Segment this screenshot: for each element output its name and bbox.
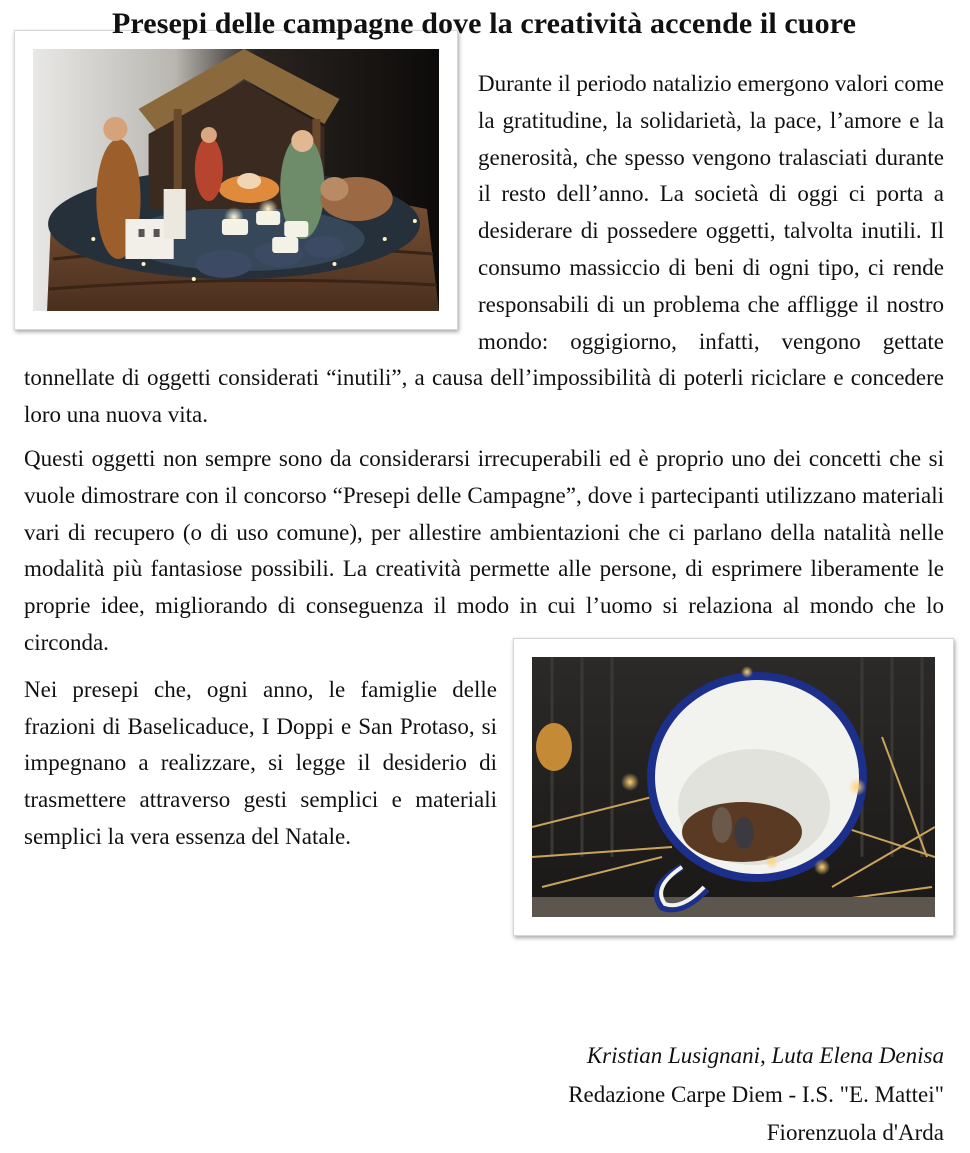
nativity-barrel-image <box>33 49 439 311</box>
byline-place: Fiorenzuola d'Arda <box>766 1120 944 1145</box>
byline <box>568 1037 944 1153</box>
mug-nativity-photo <box>513 638 954 936</box>
article <box>24 0 944 942</box>
mug-nativity-image <box>532 657 935 917</box>
paragraph-families: Nei presepi che, ogni anno, le famiglie delle frazioni di Baselicaduce, I Doppi e San Protaso, si impegnano a realizzare, si legge il desiderio di trasmettere attraverso gesti semplici e materiali semplici la vera essenza del Natale. <box>24 676 497 849</box>
byline-outlet: Redazione Carpe Diem - I.S. "E. Mattei" <box>568 1081 944 1107</box>
paragraph-intro: Durante il periodo natalizio emergono valori come la gratitudine, la solidarietà, la pace, l’amore e la generosità, che spesso vengono tralasciati durante il resto dell’anno. La società di oggi ci porta a desiderare di possedere oggetti, talvolta inutili. Il consumo massiccio di beni di ogni tipo, ci rende responsabili di un problema che affligge il nostro mondo: oggigiorno, infatti, vengono gettate tonnellate di oggetti considerati “inutili”, a causa dell’impossibilità di poterli riciclare e concedere loro una nuova vita. <box>24 71 944 428</box>
article-title: Presepi delle campagne dove la creatività accende il cuore <box>112 7 856 40</box>
byline-authors: Kristian Lusignani, Luta Elena Denisa <box>586 1043 944 1068</box>
paragraph-contest: Questi oggetti non sempre sono da considerarsi irrecuperabili ed è proprio uno dei concetti che si vuole dimostrare con il concorso “Presepi delle Campagne”, dove i partecipanti utilizzano materiali vari di recupero (o di uso comune), per allestire ambientazioni che ci parlano della natalità nelle modalità più fantasiose possibili. La creatività permette alle persone, di esprimere liberamente le proprie idee, migliorando di conseguenza il modo in cui l’uomo si relaziona al mondo che lo circonda. <box>24 445 944 655</box>
nativity-barrel-photo <box>14 30 458 330</box>
